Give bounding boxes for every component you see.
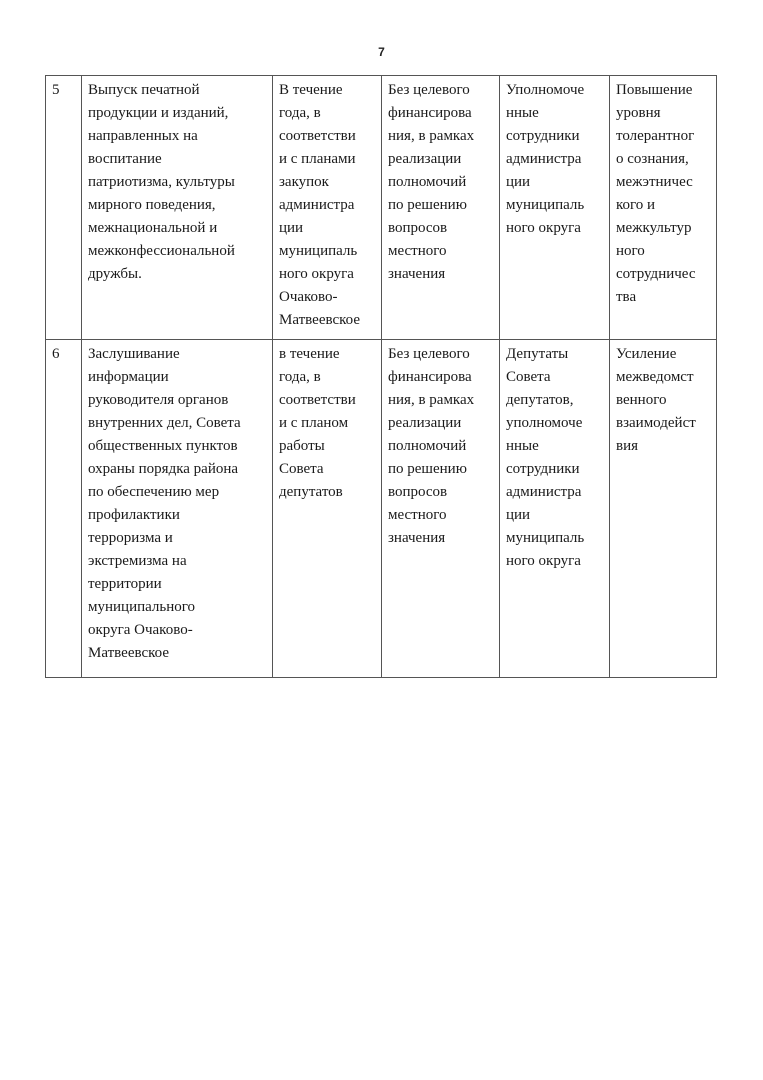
financing-cell: Без целевого финансирова ния, в рамках реализации полномочий по решению вопросов местного значения bbox=[382, 76, 500, 340]
responsible-cell: Депутаты Совета депутатов, уполномоче нные сотрудники администра ции муниципаль ного округа bbox=[500, 340, 610, 678]
measures-table bbox=[45, 75, 717, 678]
row-number-cell: 6 bbox=[46, 340, 82, 678]
row-number-cell: 5 bbox=[46, 76, 82, 340]
page-number: 7 bbox=[378, 45, 385, 59]
event-cell: Выпуск печатной продукции и изданий, направленных на воспитание патриотизма, культуры мирного поведения, межнациональной и межконфессиональной дружбы. bbox=[82, 76, 273, 340]
table-row bbox=[46, 340, 717, 678]
result-cell: Усиление межведомст венного взаимодейст вия bbox=[610, 340, 717, 678]
financing-cell: Без целевого финансирова ния, в рамках реализации полномочий по решению вопросов местного значения bbox=[382, 340, 500, 678]
responsible-cell: Уполномоче нные сотрудники администра ции муниципаль ного округа bbox=[500, 76, 610, 340]
result-cell: Повышение уровня толерантног о сознания, межэтничес кого и межкультур ного сотрудничес тва bbox=[610, 76, 717, 340]
event-cell: Заслушивание информации руководителя органов внутренних дел, Совета общественных пунктов охраны порядка района по обеспечению мер профилактики терроризма и экстремизма на территории муниципального округа Очаково- Матвеевское bbox=[82, 340, 273, 678]
term-cell: В течение года, в соответстви и с планами закупок администра ции муниципаль ного округа Очаково- Матвеевское bbox=[273, 76, 382, 340]
table-row bbox=[46, 76, 717, 340]
term-cell: в течение года, в соответстви и с планом работы Совета депутатов bbox=[273, 340, 382, 678]
